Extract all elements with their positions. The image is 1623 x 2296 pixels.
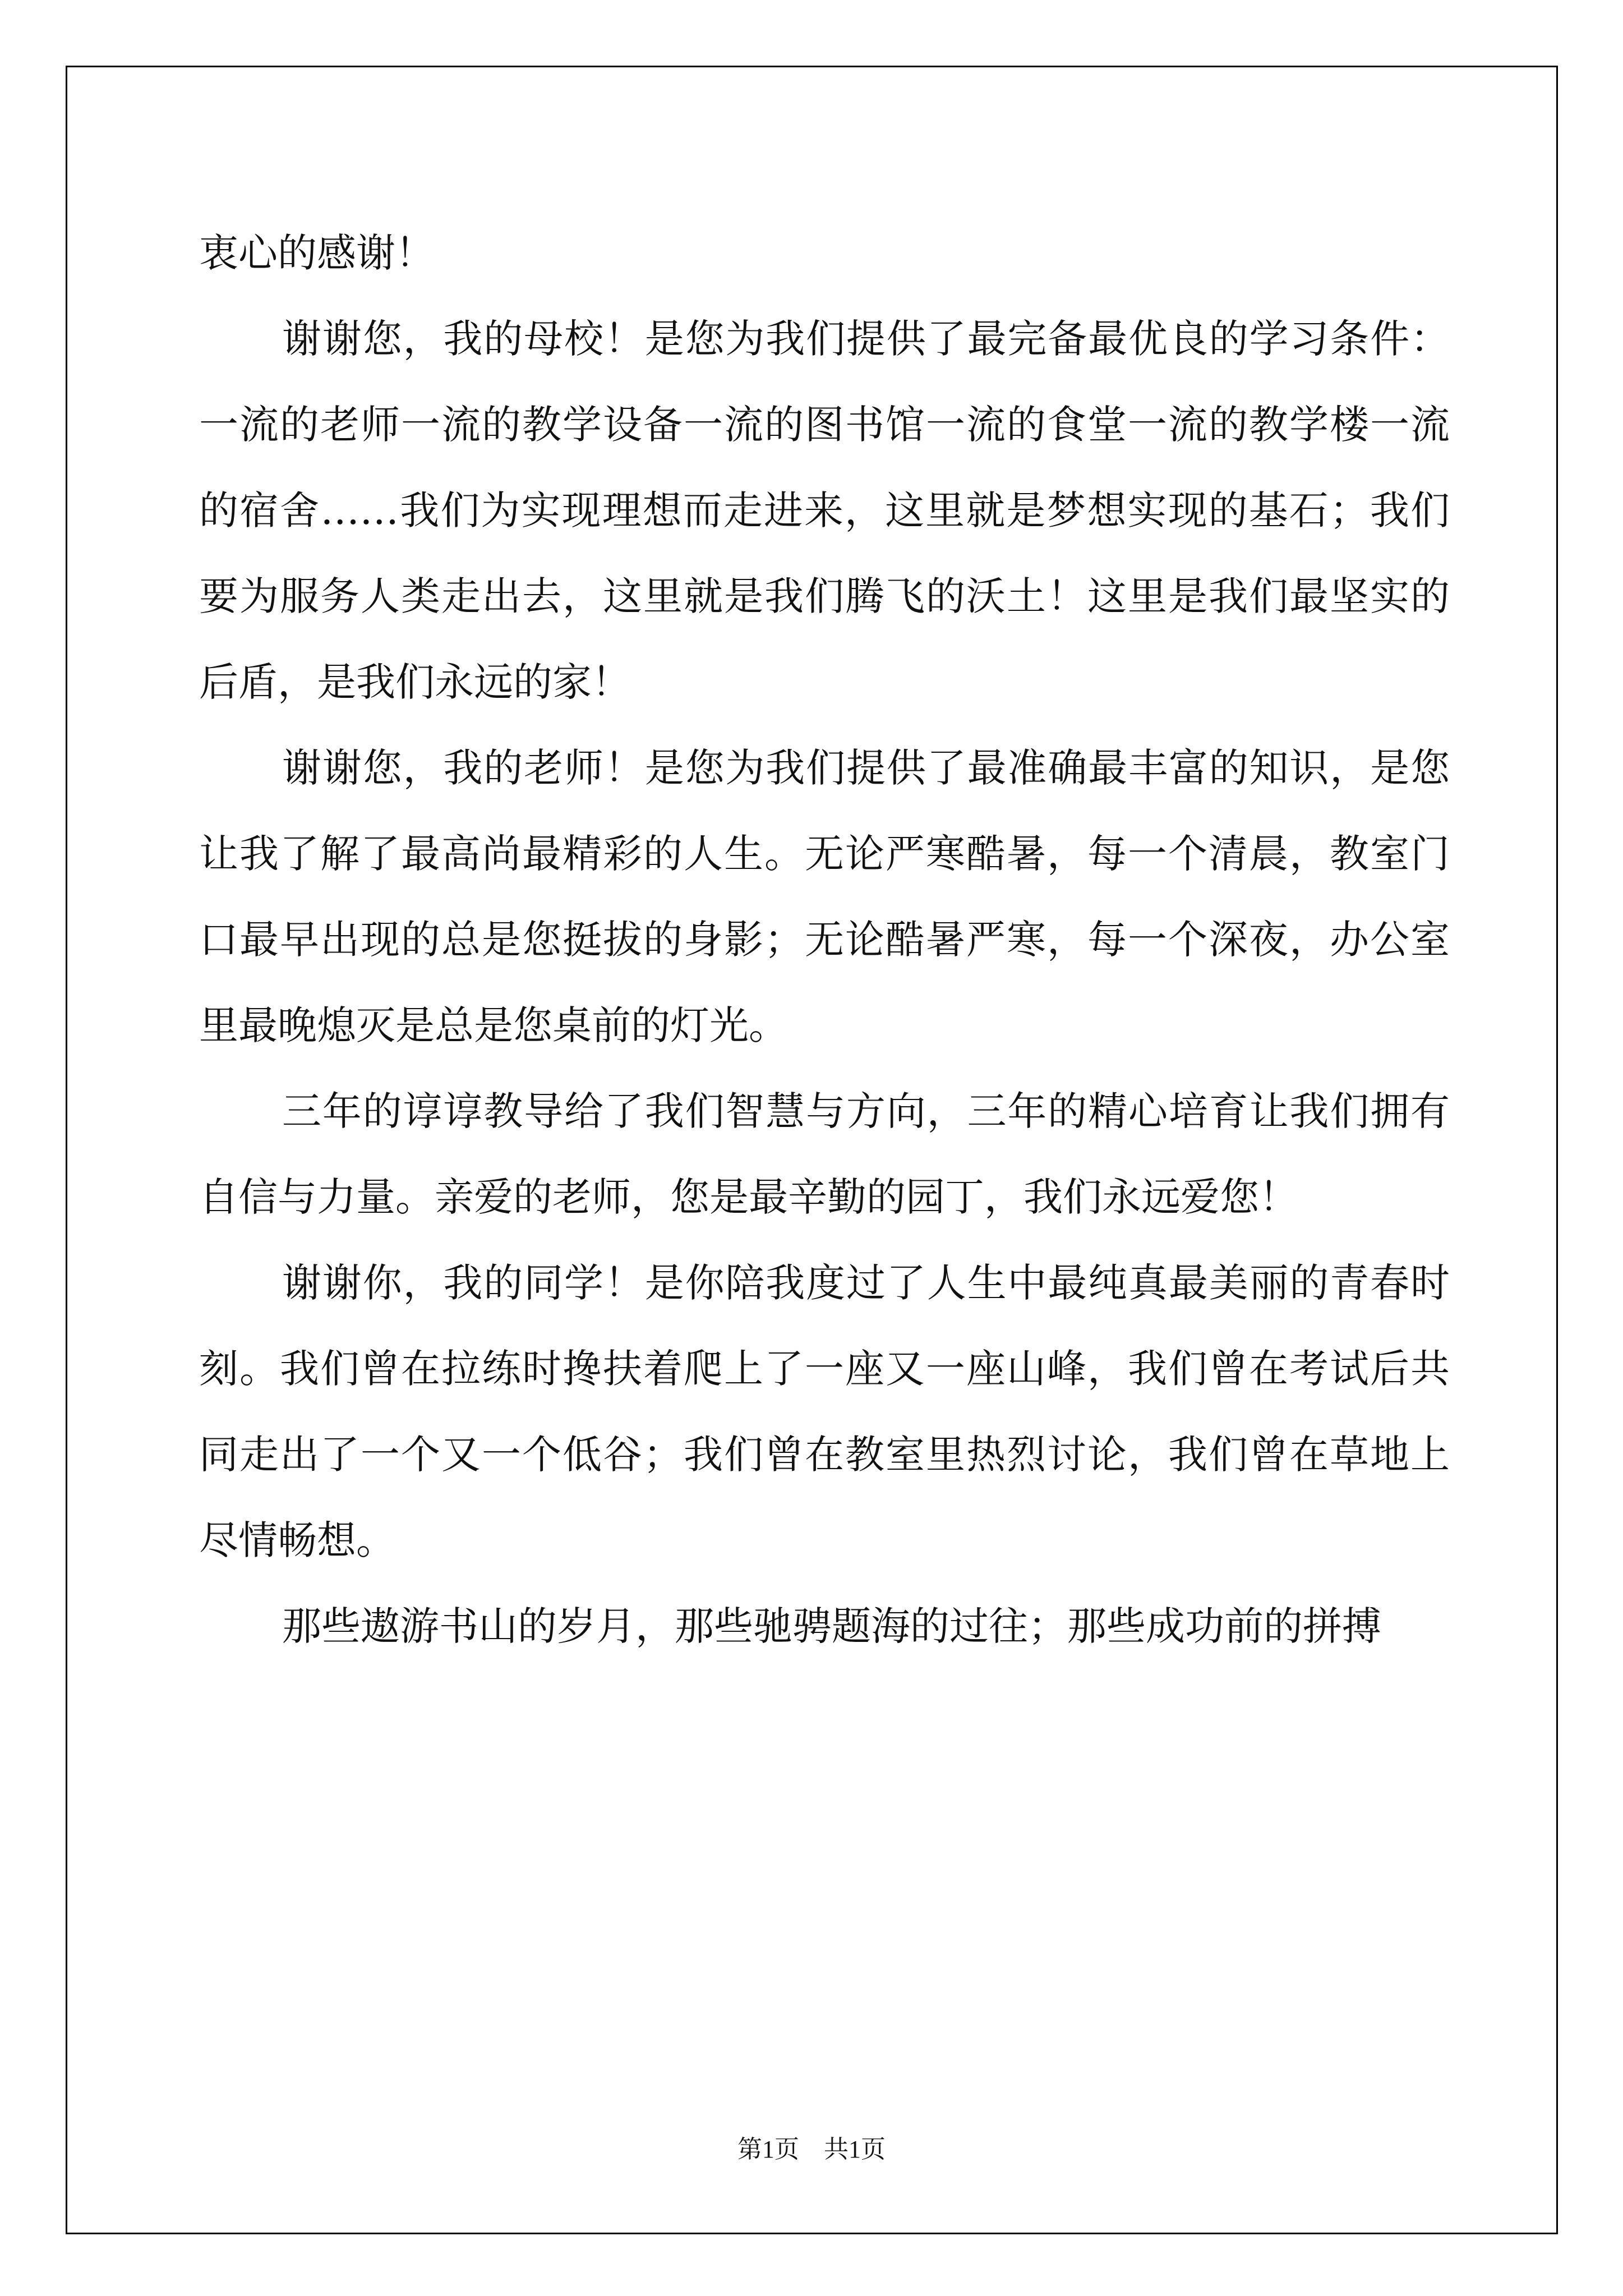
paragraph: 三年的谆谆教导给了我们智慧与方向，三年的精心培育让我们拥有自信与力量。亲爱的老师，您是最辛勤的园丁，我们永远爱您！ [199, 1088, 1450, 1220]
paragraph: 谢谢您，我的母校！是您为我们提供了最完备最优良的学习条件：一流的老师一流的教学设备一流的图书馆一流的食堂一流的教学楼一流的宿舍……我们为实现理想而走进来，这里就是梦想实现的基石；我们要为服务人类走出去，这里就是我们腾飞的沃土！这里是我们最坚实的后盾，是我们永远的家！ [199, 316, 1450, 705]
paragraph: 那些遨游书山的岁月，那些驰骋题海的过往；那些成功前的拼搏 [282, 1603, 1381, 1649]
page-number-footer: 第1页 共1页 [737, 2136, 886, 2163]
document-body [199, 210, 1450, 1669]
paragraph: 谢谢你，我的同学！是你陪我度过了人生中最纯真最美丽的青春时刻。我们曾在拉练时搀扶着爬上了一座又一座山峰，我们曾在考试后共同走出了一个又一个低谷；我们曾在教室里热烈讨论，我们曾在草地上尽情畅想。 [199, 1260, 1450, 1563]
paragraph: 衷心的感谢！ [199, 230, 435, 276]
paragraph: 谢谢您，我的老师！是您为我们提供了最准确最丰富的知识，是您让我了解了最高尚最精彩的人生。无论严寒酷暑，每一个清晨，教室门口最早出现的总是您挺拔的身影；无论酷暑严寒，每一个深夜，办公室里最晚熄灭是总是您桌前的灯光。 [199, 745, 1450, 1048]
